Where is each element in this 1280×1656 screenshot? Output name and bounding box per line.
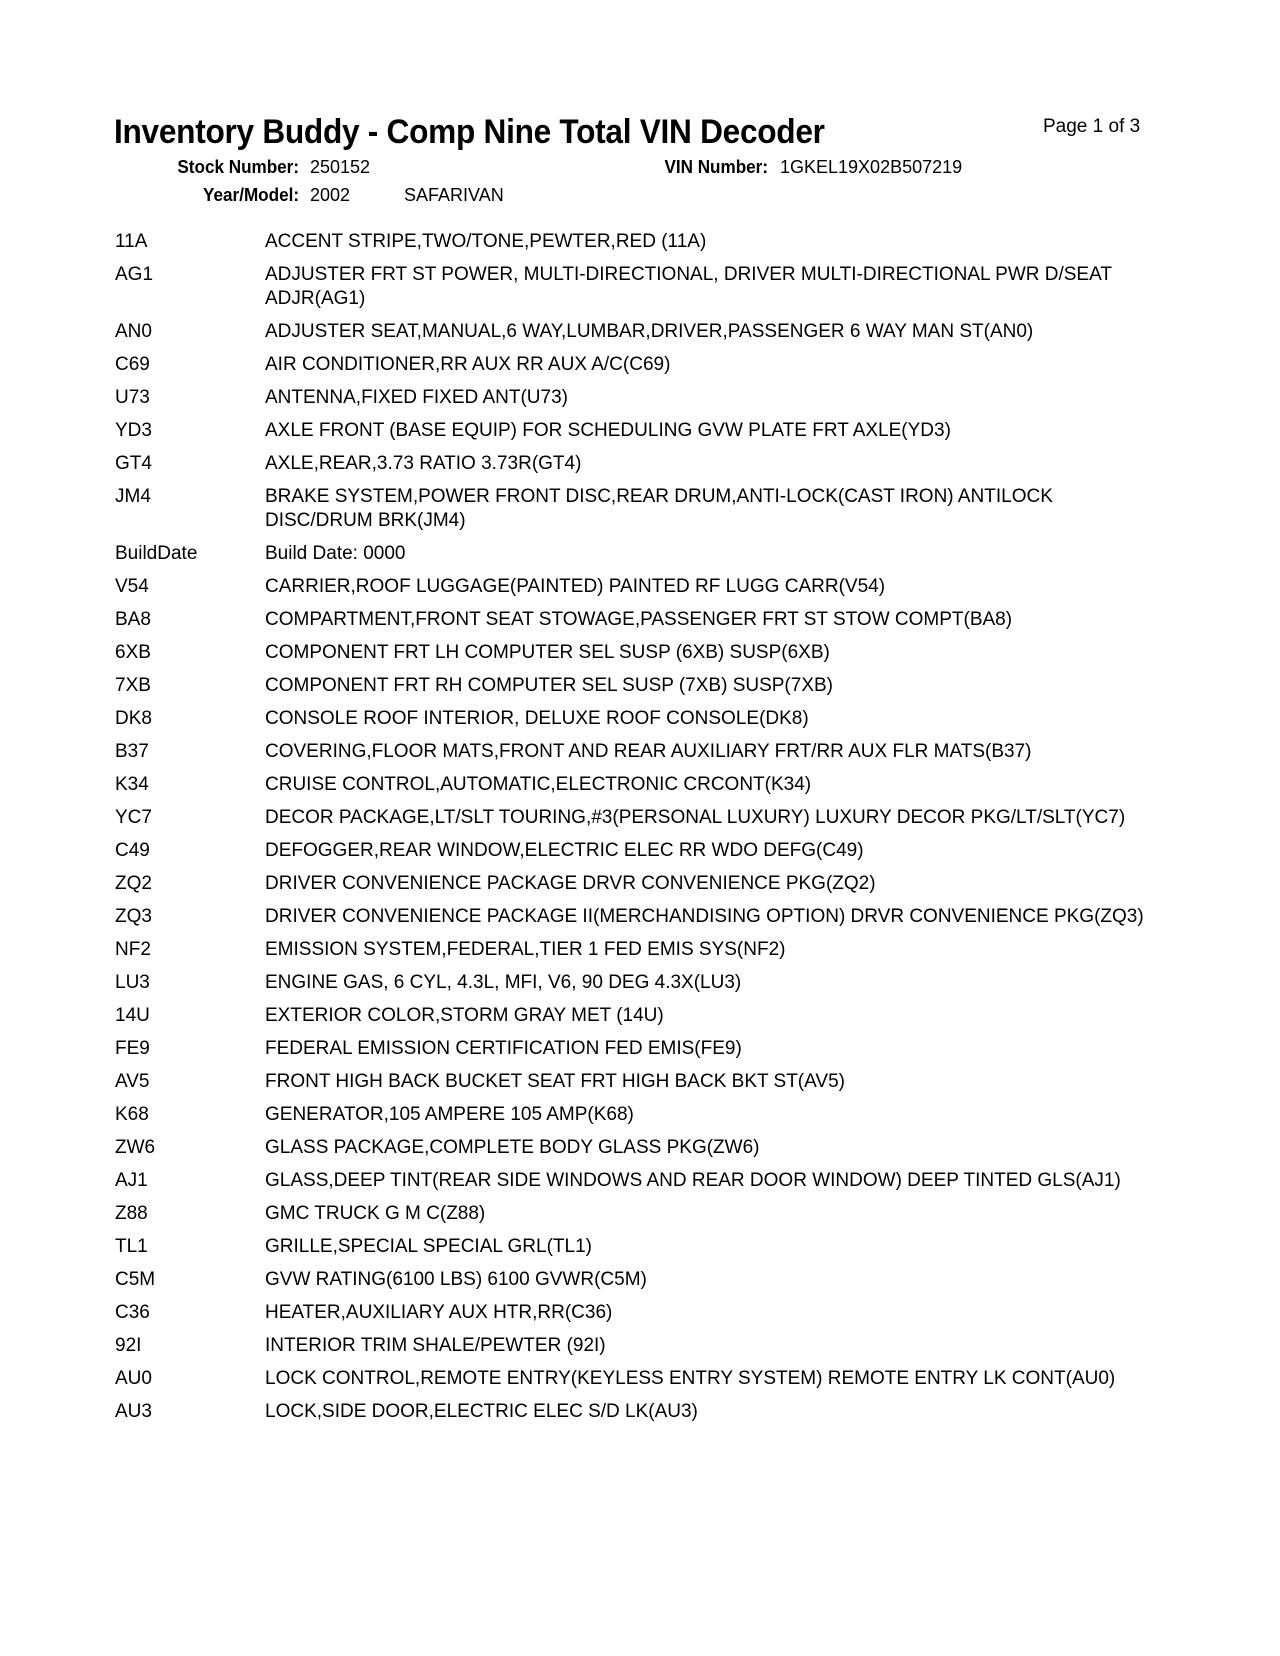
option-description: LOCK,SIDE DOOR,ELECTRIC ELEC S/D LK(AU3) bbox=[265, 1401, 698, 1422]
year-value: 2002 bbox=[310, 185, 351, 205]
option-description: FEDERAL EMISSION CERTIFICATION FED EMIS(FE9) bbox=[265, 1038, 742, 1059]
option-list bbox=[115, 230, 1165, 1433]
option-description: GENERATOR,105 AMPERE 105 AMP(K68) bbox=[265, 1104, 634, 1125]
option-description: EXTERIOR COLOR,STORM GRAY MET (14U) bbox=[265, 1005, 664, 1026]
option-code: 11A bbox=[115, 231, 148, 252]
option-description: COMPARTMENT,FRONT SEAT STOWAGE,PASSENGER FRT ST STOW COMPT(BA8) bbox=[265, 609, 1013, 630]
option-code: AG1 bbox=[115, 264, 154, 285]
option-code: TL1 bbox=[115, 1236, 148, 1257]
option-code: C69 bbox=[115, 354, 150, 375]
option-code: ZQ2 bbox=[115, 873, 152, 894]
option-description: HEATER,AUXILIARY AUX HTR,RR(C36) bbox=[265, 1302, 613, 1323]
option-description: AXLE,REAR,3.73 RATIO 3.73R(GT4) bbox=[265, 453, 582, 474]
option-description: COVERING,FLOOR MATS,FRONT AND REAR AUXILIARY FRT/RR AUX FLR MATS(B37) bbox=[265, 741, 1032, 762]
option-description: GVW RATING(6100 LBS) 6100 GVWR(C5M) bbox=[265, 1269, 647, 1290]
option-row bbox=[115, 872, 1165, 896]
option-code: YC7 bbox=[115, 807, 152, 828]
option-row bbox=[115, 674, 1165, 698]
option-code: AJ1 bbox=[115, 1170, 148, 1191]
option-description: BRAKE SYSTEM,POWER FRONT DISC,REAR DRUM,ANTI-LOCK(CAST IRON) ANTILOCK DISC/DRUM BRK(JM4) bbox=[265, 486, 1053, 531]
option-row bbox=[115, 485, 1165, 533]
option-row bbox=[115, 1169, 1165, 1193]
option-code: 92I bbox=[115, 1335, 142, 1356]
option-code: Z88 bbox=[115, 1203, 148, 1224]
option-description: GLASS PACKAGE,COMPLETE BODY GLASS PKG(ZW6) bbox=[265, 1137, 760, 1158]
option-code: ZW6 bbox=[115, 1137, 156, 1158]
option-row bbox=[115, 1301, 1165, 1325]
option-description: Build Date: 0000 bbox=[265, 543, 406, 564]
option-code: AU0 bbox=[115, 1368, 152, 1389]
option-row bbox=[115, 230, 1165, 254]
option-code: 7XB bbox=[115, 675, 151, 696]
option-row bbox=[115, 353, 1165, 377]
option-code: V54 bbox=[115, 576, 149, 597]
option-row bbox=[115, 971, 1165, 995]
option-code: BA8 bbox=[115, 609, 151, 630]
model-value: SAFARIVAN bbox=[404, 185, 504, 205]
option-row bbox=[115, 938, 1165, 962]
option-row bbox=[115, 1268, 1165, 1292]
option-row bbox=[115, 1070, 1165, 1094]
option-row bbox=[115, 386, 1165, 410]
page-title: Inventory Buddy - Comp Nine Total VIN Decoder bbox=[114, 113, 825, 151]
option-row bbox=[115, 773, 1165, 797]
option-description: CARRIER,ROOF LUGGAGE(PAINTED) PAINTED RF LUGG CARR(V54) bbox=[265, 576, 886, 597]
option-code: C5M bbox=[115, 1269, 156, 1290]
option-code: 6XB bbox=[115, 642, 151, 663]
vin-number-label: VIN Number: bbox=[664, 157, 768, 177]
option-description: ACCENT STRIPE,TWO/TONE,PEWTER,RED (11A) bbox=[265, 231, 707, 252]
option-description: EMISSION SYSTEM,FEDERAL,TIER 1 FED EMIS SYS(NF2) bbox=[265, 939, 786, 960]
option-description: ANTENNA,FIXED FIXED ANT(U73) bbox=[265, 387, 568, 408]
option-code: C49 bbox=[115, 840, 150, 861]
page-number: Page 1 of 3 bbox=[1043, 116, 1141, 137]
option-code: NF2 bbox=[115, 939, 151, 960]
option-code: AV5 bbox=[115, 1071, 150, 1092]
option-description: LOCK CONTROL,REMOTE ENTRY(KEYLESS ENTRY SYSTEM) REMOTE ENTRY LK CONT(AU0) bbox=[265, 1368, 1116, 1389]
option-row bbox=[115, 1400, 1165, 1424]
option-code: FE9 bbox=[115, 1038, 150, 1059]
option-description: CRUISE CONTROL,AUTOMATIC,ELECTRONIC CRCONT(K34) bbox=[265, 774, 812, 795]
option-code: GT4 bbox=[115, 453, 152, 474]
option-row bbox=[115, 905, 1165, 929]
option-description: DEFOGGER,REAR WINDOW,ELECTRIC ELEC RR WDO DEFG(C49) bbox=[265, 840, 864, 861]
option-row bbox=[115, 542, 1165, 566]
option-row bbox=[115, 1037, 1165, 1061]
option-code: YD3 bbox=[115, 420, 152, 441]
year-model-label: Year/Model: bbox=[203, 185, 299, 205]
option-code: BuildDate bbox=[115, 543, 198, 564]
option-description: GMC TRUCK G M C(Z88) bbox=[265, 1203, 486, 1224]
option-row bbox=[115, 1103, 1165, 1127]
option-description: ADJUSTER FRT ST POWER, MULTI-DIRECTIONAL, DRIVER MULTI-DIRECTIONAL PWR D/SEAT ADJR(AG1) bbox=[265, 264, 1112, 309]
option-row bbox=[115, 575, 1165, 599]
option-description: INTERIOR TRIM SHALE/PEWTER (92I) bbox=[265, 1335, 606, 1356]
option-code: AN0 bbox=[115, 321, 152, 342]
option-description: ADJUSTER SEAT,MANUAL,6 WAY,LUMBAR,DRIVER,PASSENGER 6 WAY MAN ST(AN0) bbox=[265, 321, 1034, 342]
option-description: CONSOLE ROOF INTERIOR, DELUXE ROOF CONSOLE(DK8) bbox=[265, 708, 809, 729]
option-row bbox=[115, 839, 1165, 863]
option-row bbox=[115, 1136, 1165, 1160]
option-code: JM4 bbox=[115, 486, 151, 507]
option-code: K68 bbox=[115, 1104, 149, 1125]
option-code: DK8 bbox=[115, 708, 152, 729]
option-code: K34 bbox=[115, 774, 149, 795]
option-description: ENGINE GAS, 6 CYL, 4.3L, MFI, V6, 90 DEG 4.3X(LU3) bbox=[265, 972, 742, 993]
option-description: DRIVER CONVENIENCE PACKAGE DRVR CONVENIENCE PKG(ZQ2) bbox=[265, 873, 876, 894]
option-code: 14U bbox=[115, 1005, 150, 1026]
option-code: U73 bbox=[115, 387, 150, 408]
option-row bbox=[115, 1202, 1165, 1226]
option-code: ZQ3 bbox=[115, 906, 152, 927]
option-description: COMPONENT FRT LH COMPUTER SEL SUSP (6XB) SUSP(6XB) bbox=[265, 642, 830, 663]
stock-number-label: Stock Number: bbox=[177, 157, 299, 177]
option-description: GLASS,DEEP TINT(REAR SIDE WINDOWS AND REAR DOOR WINDOW) DEEP TINTED GLS(AJ1) bbox=[265, 1170, 1121, 1191]
option-code: AU3 bbox=[115, 1401, 152, 1422]
option-row bbox=[115, 806, 1165, 830]
option-description: DECOR PACKAGE,LT/SLT TOURING,#3(PERSONAL LUXURY) LUXURY DECOR PKG/LT/SLT(YC7) bbox=[265, 807, 1126, 828]
option-row bbox=[115, 641, 1165, 665]
option-description: GRILLE,SPECIAL SPECIAL GRL(TL1) bbox=[265, 1236, 592, 1257]
option-row bbox=[115, 1334, 1165, 1358]
option-row bbox=[115, 452, 1165, 476]
vin-number-value: 1GKEL19X02B507219 bbox=[780, 157, 963, 177]
option-row bbox=[115, 707, 1165, 731]
stock-number-value: 250152 bbox=[310, 157, 371, 177]
option-row bbox=[115, 740, 1165, 764]
option-description: FRONT HIGH BACK BUCKET SEAT FRT HIGH BACK BKT ST(AV5) bbox=[265, 1071, 845, 1092]
option-row bbox=[115, 419, 1165, 443]
option-row bbox=[115, 1367, 1165, 1391]
option-code: C36 bbox=[115, 1302, 150, 1323]
option-row bbox=[115, 320, 1165, 344]
option-row bbox=[115, 1004, 1165, 1028]
option-code: B37 bbox=[115, 741, 149, 762]
option-description: DRIVER CONVENIENCE PACKAGE II(MERCHANDISING OPTION) DRVR CONVENIENCE PKG(ZQ3) bbox=[265, 906, 1144, 927]
option-row bbox=[115, 263, 1165, 311]
option-description: COMPONENT FRT RH COMPUTER SEL SUSP (7XB) SUSP(7XB) bbox=[265, 675, 833, 696]
option-row bbox=[115, 1235, 1165, 1259]
option-description: AIR CONDITIONER,RR AUX RR AUX A/C(C69) bbox=[265, 354, 671, 375]
option-row bbox=[115, 608, 1165, 632]
option-code: LU3 bbox=[115, 972, 150, 993]
option-description: AXLE FRONT (BASE EQUIP) FOR SCHEDULING GVW PLATE FRT AXLE(YD3) bbox=[265, 420, 951, 441]
